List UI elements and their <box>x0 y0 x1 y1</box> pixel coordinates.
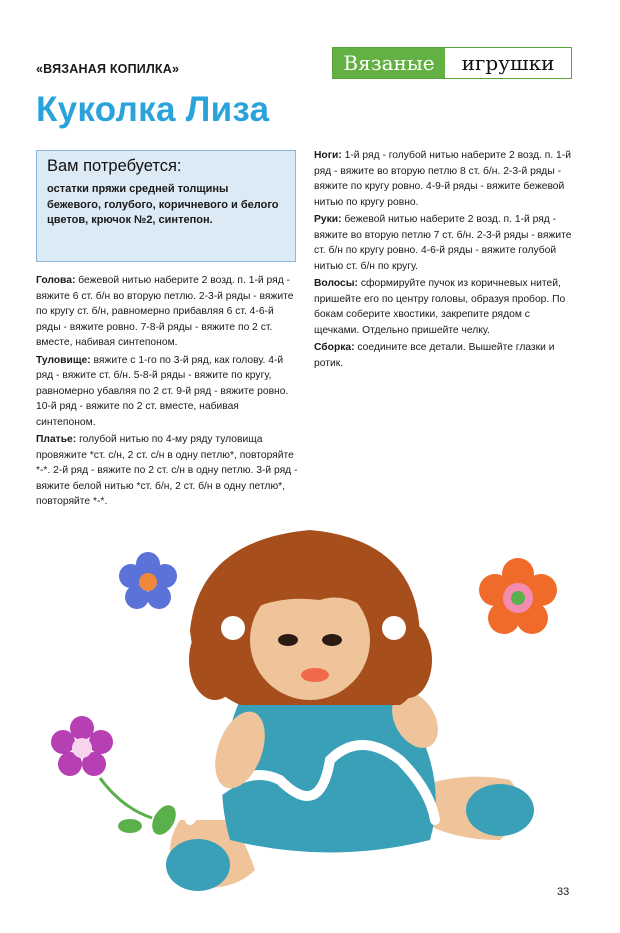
torso-text: вяжите с 1-го по 3-й ряд, как голову. 4-й ряд - вяжите ст. б/н. 5-8-й ряды - вяжите по кругу, равномерно убавляя по 2 ст. 9-й ряд - вяжите ровно. 10-й ряд - вяжите по 2 ст. вместе, набивая синтепоном. <box>36 354 289 428</box>
head-paragraph <box>36 273 298 351</box>
assembly-paragraph <box>314 340 572 371</box>
page-title: Куколка Лиза <box>36 90 270 129</box>
category-badge-right: игрушки <box>445 48 571 78</box>
doll-photo <box>30 520 590 900</box>
hair-paragraph <box>314 276 572 338</box>
legs-text: 1-й ряд - голубой нитью наберите 2 возд. п. 1-й ряд - вяжите во вторую петлю 8 ст. б/н. 2-3-й ряды - вяжите по кругу ровно. 4-9-й ряды - вяжите бежевой нитью по кругу ровно. <box>314 150 571 208</box>
materials-heading: Вам потребуется: <box>47 157 182 175</box>
dress-text: голубой нитью по 4-му ряду туловища провяжите *ст. с/н, 2 ст. с/н в одну петлю*, повторяйте *-*. 2-й ряд - вяжите по 2 ст. с/н в одну петлю. 3-й ряд - вяжите белой нитью *ст. б/н, 2 ст. б/н в одну петлю*, повторяйте *-*. <box>36 434 298 507</box>
torso-paragraph <box>36 353 298 431</box>
assembly-label: Сборка: <box>314 342 355 353</box>
category-badge <box>332 47 572 79</box>
assembly-text: соедините все детали. Вышейте глазки и ротик. <box>314 342 555 369</box>
dress-paragraph <box>36 432 298 510</box>
materials-box <box>36 150 296 262</box>
instructions-column-right <box>314 148 572 373</box>
dress-label: Платье: <box>36 434 77 445</box>
instructions-column-left <box>36 273 298 512</box>
page-number: 33 <box>557 886 570 898</box>
hair-text: сформируйте пучок из коричневых нитей, пришейте его по центру головы, образуя пробор. По бокам соберите хвостики, закрепите рядом с щечками. Отдельно пришейте челку. <box>314 278 566 336</box>
arms-paragraph <box>314 212 572 274</box>
blue-flower-icon <box>119 552 177 609</box>
arms-label: Руки: <box>314 214 342 225</box>
head-label: Голова: <box>36 275 76 286</box>
section-label: «ВЯЗАНАЯ КОПИЛКА» <box>36 62 180 76</box>
head-text: бежевой нитью наберите 2 возд. п. 1-й ряд - вяжите 6 ст. б/н во вторую петлю. 2-3-й ряды - вяжите по кругу ст. б/н, равномерно прибавляя 6 ст. 4-6-й ряды - вяжите ровно. 7-8-й ряды - вяжите по 2 ст. вместе, набивая синтепоном. <box>36 275 294 348</box>
legs-label: Ноги: <box>314 150 342 161</box>
materials-text: остатки пряжи средней толщины бежевого, голубого, коричневого и белого цветов, крючок №2, синтепон. <box>47 183 279 226</box>
arms-text: бежевой нитью наберите 2 возд. п. 1-й ряд - вяжите во вторую петлю 7 ст. б/н. 2-3-й ряды - вяжите ст. б/н по кругу ровно. 4-6-й ряды - вяжите голубой нитью ст. б/н по кругу. <box>314 214 572 272</box>
category-badge-left: Вязаные <box>333 48 445 78</box>
torso-label: Туловище: <box>36 354 91 366</box>
legs-paragraph <box>314 148 572 210</box>
orange-flower-icon <box>479 558 557 634</box>
hair-label: Волосы: <box>314 278 358 289</box>
knitted-doll <box>166 530 534 891</box>
pink-flower-icon <box>51 716 181 839</box>
